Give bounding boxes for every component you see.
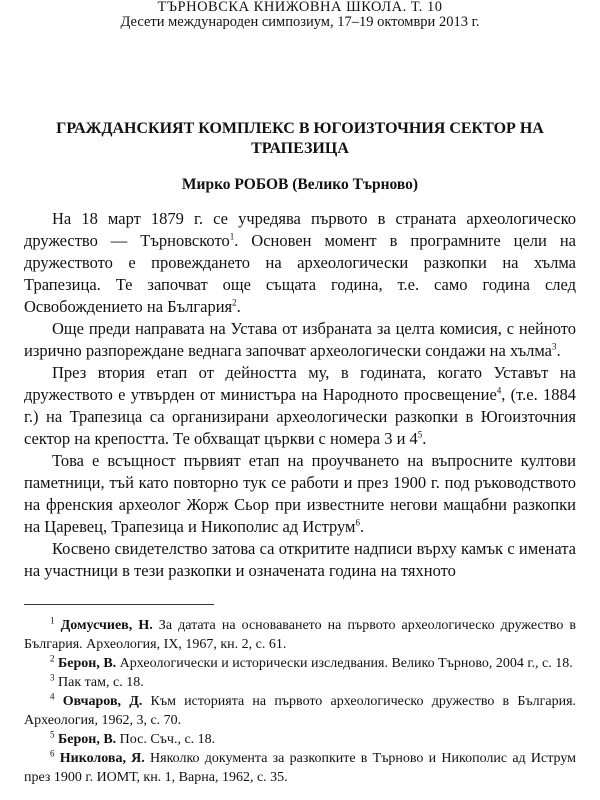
footnote-author: Домусчиев, Н. [60,618,153,633]
article-body [24,208,576,582]
footnote-text: За датата на основаването на първото археологическо дружество в България. Археология, IX, 1967, кн. 2, с. 61. [24,618,577,652]
footnotes [24,616,576,787]
footnote-number: 4 [50,691,55,702]
paragraph-text: . [422,429,427,448]
footnote [24,673,576,692]
footnote-author: Берон, В. [58,732,117,747]
paragraph-text: Това е всъщност първият етап на проучването на въпросните култови паметници, тъй като повторно тук се работи и през 1900 г. под ръководството на френския археолог Жорж Сьор при известните негови мащабни разкопки на Царевец, Трапезица и Никополис ад Иструм [24,451,576,536]
footnote-text: Към историята на първото археологическо дружество в България. Археология, 1962, 3, с. 70. [24,694,577,728]
footnote-text: Археологически и исторически изследвания. Велико Търново, 2004 г., с. 18. [116,656,573,671]
footnote-reference: 5 [417,429,423,440]
footnote-author: Овчаров, Д. [62,694,143,709]
footnote-author: Николова, Я. [59,751,145,766]
body-paragraph [24,208,576,318]
paragraph-text: Още преди направата на Устава от избраната за целта комисия, с нейното изрично разпореждане веднага започват археологически сондажи на хълма [24,319,576,360]
footnote [24,692,576,730]
body-paragraph [24,318,576,362]
footnote-reference: 4 [496,385,502,396]
footnote [24,730,576,749]
article-title: ГРАЖДАНСКИЯТ КОМПЛЕКС В ЮГОИЗТОЧНИЯ СЕКТОР НА ТРАПЕЗИЦА [56,120,544,157]
footnote-reference: 1 [229,231,235,242]
footnote-reference: 3 [552,341,557,352]
footnote-text: Пос. Съч., с. 18. [116,732,216,747]
footnote-separator [24,604,214,605]
footnote-text: Няколко документа за разкопките в Търново и Никополис ад Иструм през 1900 г. ИОМТ, кн. 1, Варна, 1962, с. 35. [24,751,576,785]
footnote-author: Берон, В. [58,656,117,671]
paragraph-text: През втория етап от дейността му, в годината, когато Уставът на дружеството е утвърден от министъра на Народното просвещение [24,363,576,404]
paragraph-text: . [236,297,241,316]
footnote-number: 6 [50,748,55,759]
footnote-reference: 2 [232,297,237,308]
series-title: ТЪРНОВСКА КНИЖОВНА ШКОЛА. Т. 10 [157,0,443,15]
footnote-number: 2 [50,653,55,664]
article-author: Мирко РОБОВ (Велико Търново) [181,176,419,193]
footnote-text: Пак там, с. 18. [58,675,144,690]
footnote [24,616,576,654]
footnote-number: 3 [50,672,55,683]
paragraph-text: . [359,517,365,536]
footnote-number: 1 [50,615,55,626]
paragraph-text: . [556,341,561,360]
paragraph-text: Косвено свидетелство затова са откритите надписи върху камък с имената на участници в тези разкопки и означената година на тяхното [24,539,576,580]
footnote-reference: 6 [355,517,360,528]
symposium-line: Десети международен симпозиум, 17–19 октомври 2013 г. [120,14,480,30]
body-paragraph [24,450,576,538]
body-paragraph [24,538,576,582]
paragraph-text: На 18 март 1879 г. се учредява първото в страната археологическо дружество — Търновското [24,209,576,250]
footnote-number: 5 [50,729,55,740]
body-paragraph [24,362,576,450]
footnote [24,654,576,673]
footnote [24,749,576,787]
paragraph-text: , (т.е. 1884 г.) на Трапезица са организирани археологически разкопки в Югоизточния сектор на крепостта. Те обхващат църкви с номера 3 и 4 [24,385,576,448]
running-header [0,0,600,30]
paragraph-text: . Основен момент в програмните цели на дружеството е провеждането на археологически разкопки на хълма Трапезица. Те започват още същата година, т.е. само година след Освобождението на България [24,231,576,316]
